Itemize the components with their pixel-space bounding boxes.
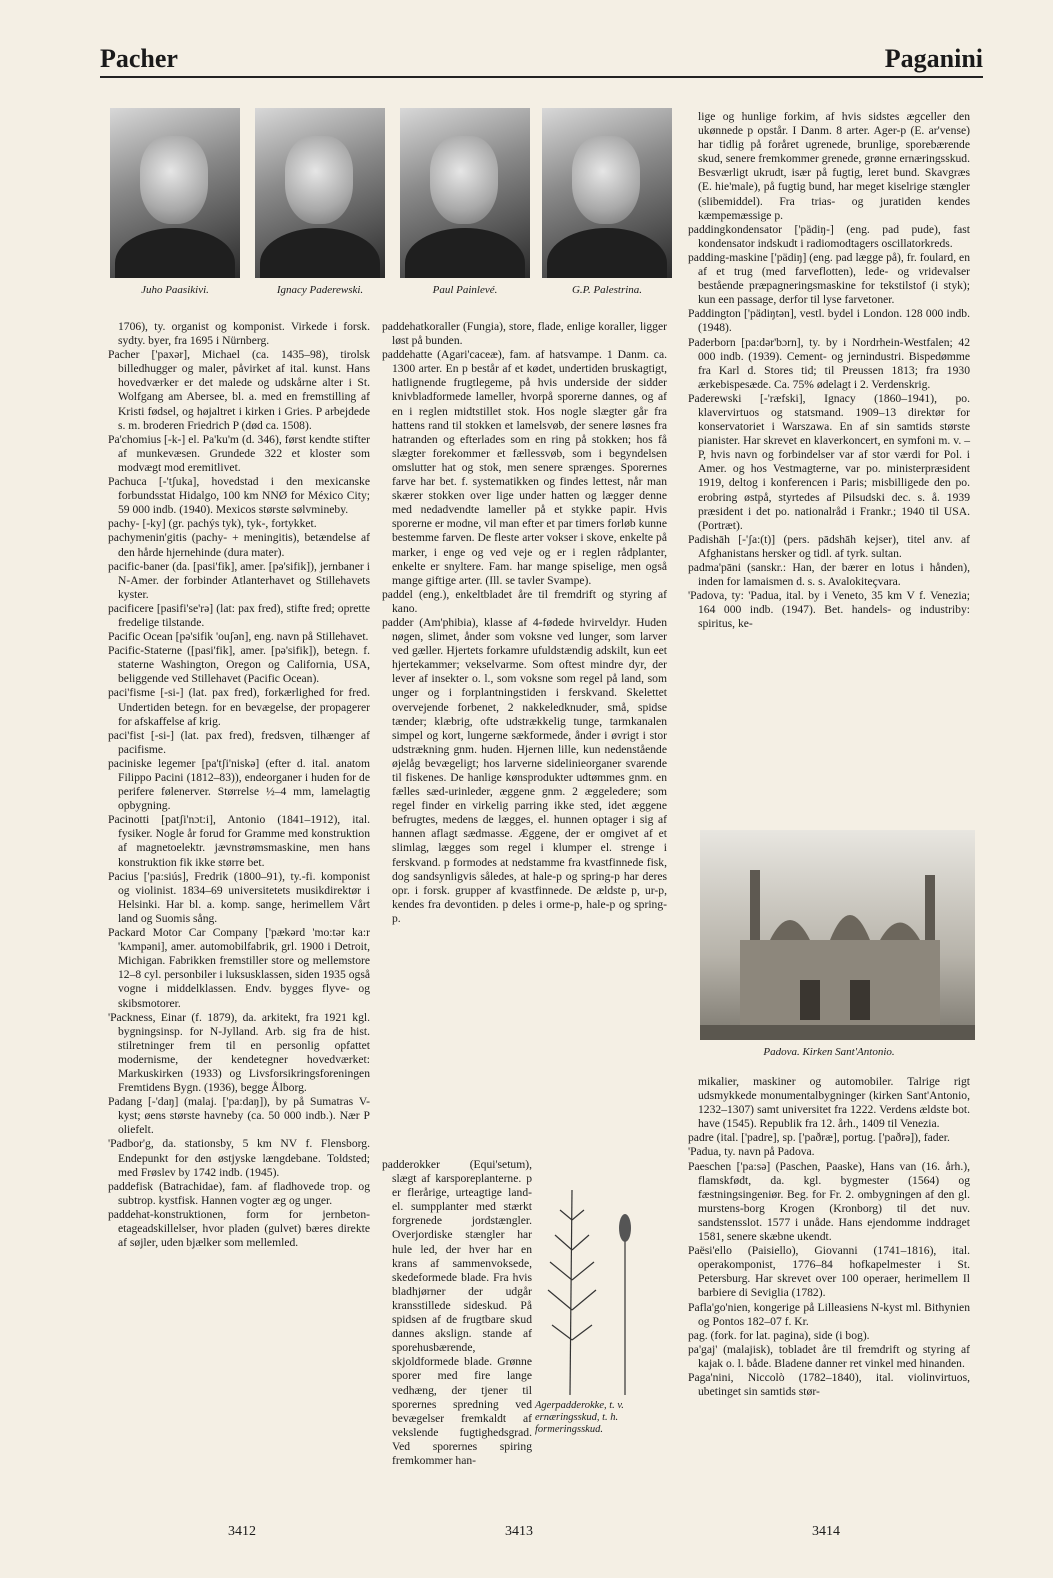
page-header [100,40,983,78]
entry: Pacific Ocean [pə'sifik 'ouʃən], eng. navn på Stillehavet. [108,630,369,644]
entry: pacific-baner (da. [pasi'fik], amer. [pə'sifik]), jernbaner i N-Amer. der forbinder Atlanterhavet og Stillehavets kyster. [108,559,370,601]
portrait-caption: G.P. Palestrina. [571,284,643,296]
portrait-paderewski [255,108,385,296]
portrait-painleve [400,108,530,296]
entry: Paësi'ello (Paisiello), Giovanni (1741–1816), ital. operakomponist, 1776–84 hofkapelmester i St. Petersburg. Har skrevet over 100 operaer, herimellem Il barbiere di Seviglia (1782). [688,1244,970,1300]
portrait-photo [400,108,530,278]
church-photo [700,830,975,1040]
portrait-paasikivi [110,108,240,296]
entry: 'Padua, ty. navn på Padova. [688,1145,815,1159]
entry: Padang [-'daŋ] (malaj. ['pa:daŋ]), by på Sumatras V-kyst; øens største havneby (ca. 50 000 indb.). Nær P oliefelt. [108,1095,370,1137]
entry: Packard Motor Car Company ['pӕkərd 'mo:tər ka:r 'kʌmpəni], amer. automobilfabrik, grl. 1900 i Detroit, Michigan. Fabrikken fremstiller store og mellemstore 12–8 cyl. personbiler i luksusklassen, siden 1935 også vogne i middelklassen. Endv. bygges flyve- og skibsmotorer. [108,926,370,1010]
entry: paddel (eng.), enkeltbladet åre til fremdrift og styring af kano. [382,587,667,615]
entry: 'Padova, ty: 'Padua, ital. by i Veneto, 35 km V f. Venezia; 164 000 indb. (1947). Bet. handels- og industriby: spiritus, ke- [688,589,970,631]
entry: Paeschen ['pa:sə] (Paschen, Paaske), Hans van (16. årh.), flamskfødt, da. kgl. bygmester (1564) og fæstningsingeniør. Beg. for Fr. 2. ombygningen af den gl. murstens-borg Krogen (Kronborg) til det nuv. sandstensslot. 1577 i unåde. Hans ejendomme inddraget 1581, senere skæbne ukendt. [688,1159,970,1244]
portrait-photo [255,108,385,278]
horsetail-illustration [530,1180,660,1398]
page-number: 3414 [812,1524,840,1539]
entry: Padishāh [-'ʃa:(t)] (pers. pādshāh kejser), titel anv. af Afghanistans hersker og tidl. af tyrk. sultan. [688,532,970,560]
entry: paddehatte (Agari'caceæ), fam. af hatsvampe. 1 Danm. ca. 1300 arter. En p består af et kødet, undertiden bruskagtigt, hatlignende frugtlegeme, på hvis underside der sidder knivbladformede lameller, hvorpå sporerne dannes, og af en i reglen midtstillet stok. Hos nogle slægter går fra hattens rand til stokken et lamelsvøb, der senere løsnes fra hatranden og efterlades som en ring på stokken; hos få slægter forekommer et fællessvøb, som i begyndelsen omslutter hat og stok, men senere sprænges. Sporernes farve har bet. f. systematikken og findes lettest, når man skærer stokken over lige under hatten og lægger denne med nedadvendte lameller på et stykke papir. Hvis sporerne er modne, vil man efter et par timers forløb kunne bestemme farven. De fleste arter vokser i skove, enkelte på marker, i enge og ved veje og er i reglen rådplanter, enkelte er snyltere. Fam. har mange spiselige, men også mange giftige arter. (Ill. se tavler Svampe). [382,348,667,587]
plant-caption: Agerpadderokke, t. v. ernæringsskud, t. h. formeringsskud. [535,1400,624,1435]
entry: Paddington ['pädiŋtən], vestl. bydel i London. 128 000 indb. (1948). [688,307,970,335]
entry: 'Packness, Einar (f. 1879), da. arkitekt, fra 1921 kgl. bygningsinsp. for N-Jylland. Arb. sig fra de hist. stilretninger frem til en personlig opfattet modernisme, der kendetegner hovedværket: Markuskirken (1933) og Livsforsikringsforeningen Fremtidens Bygn. (1936), begge Ålborg. [108,1010,370,1095]
entry: padding-maskine ['pädiŋ] (eng. pad lægge på), fr. foulard, en af et trug (med farveflotten), lede- og vridevalser bestående præpagneringsmaskine for tekstilstof (i styk); kun een passage, derfor til lyse farvetoner. [688,250,970,307]
portrait-photo [542,108,672,278]
entry: Pacific-Staterne ([pasi'fik], amer. [pə'sifik]), betegn. f. staterne Washington, Oregon og California, USA, beliggende ved Stillehavet (Pacific Ocean). [108,644,370,686]
entry: Pachuca [-'tʃuka], hovedstad i den mexicanske forbundsstat Hidalgo, 100 km NNØ for México City; 59 000 indb. (1940). Mexicos største sølvmineby. [108,475,370,517]
entry: padre (ital. ['padre], sp. ['paðræ], portug. ['paðrə]), fader. [688,1131,950,1145]
entry: Paderewski [-'ræfski], Ignacy (1860–1941), po. klavervirtuos og statsmand. 1909–13 direktør for konservatoriet i Warszawa. En af sin samtids største pianister. Har skrevet en klaverkoncert, en symfoni m. v. – P, hvis navn og forbindelser var af stor værdi for Pol. i Amer. og hos Vestmagterne, var po. ministerpræsident 1919, deltog i konferencen i Paris; misbilligede den po. erobring østpå, styrtedes af Pilsudski dec. s. å. 1939 præsident i det po. nationalråd i Frankr.; 1940 til USA. (Portræt). [688,391,970,532]
entry: mikalier, maskiner og automobiler. Talrige rigt udsmykkede monumentalbygninger (kirken Sant'Antonio, 1232–1307) samt universitet fra 1222. Verdens ældste bot. have (1545). Republik fra 12. årh., 1409 til Venezia. [698,1075,970,1131]
header-right-word: Paganini [884,44,983,73]
page-number: 3413 [505,1524,533,1539]
entry: paddehat-konstruktionen, form for jernbeton-etageadskillelser, hvor pladen (gulvet) bæres direkte af søjler, uden bjælker som mellemled. [108,1207,370,1250]
entry: 1706), ty. organist og komponist. Virkede i forsk. sydty. byer, fra 1695 i Nürnberg. [118,320,370,348]
portrait-caption: Ignacy Paderewski. [276,284,364,296]
entry: pachy- [-ky] (gr. pachýs tyk), tyk-, fortykket. [108,517,317,531]
entry: Pa'chomius [-k-] el. Pa'ku'm (d. 346), først kendte stifter af munkevæsen. Grundede 322 et kloster som modvægt mod eremitlivet. [108,432,370,474]
entry: pacificere [pasifi'se'rə] (lat: pax fred), stifte fred; oprette fredelige tilstande. [108,601,370,629]
entry: Pacher ['paxər], Michael (ca. 1435–98), tirolsk billedhugger og maler, påvirket af ital. kunst. Hans hovedværker er det malede og udskårne alter i St. Wolfgang am Abersee, bl. a. med en fremstilling af Kristi fødsel, og højaltret i kirken i Gries. P arbejdede s. m. broderen Friedrich P (død ca. 1508). [108,348,370,432]
entry: paddingkondensator ['pädiŋ-] (eng. pad pude), fast kondensator indskudt i radiomodtagers oscillatorkreds. [688,222,970,250]
entry: pachymenin'gitis (pachy- + meningitis), betændelse af den hårde hjernehinde (dura mater). [108,531,370,559]
entry: Pacinotti [patʃi'nɔt:i], Antonio (1841–1912), ital. fysiker. Nogle år forud for Gramme med konstruktion af magnetoelektr. jævnstrømsmaskine, men hans konstruktion fik ikke større bet. [108,813,370,869]
column-2-lower [382,1158,532,1468]
portrait-photo [110,108,240,278]
entry: paddefisk (Batrachidae), fam. af fladhovede trop. og subtrop. kystfisk. Hannen vogter æg og unger. [108,1179,370,1207]
church-caption: Padova. Kirken Sant'Antonio. [763,1046,895,1058]
entry: Pafla'go'nien, kongerige på Lilleasiens N-kyst ml. Bithynien og Pontos 182–07 f. Kr. [688,1300,970,1328]
portrait-caption: Paul Painlevé. [432,284,498,296]
page-number: 3412 [228,1524,256,1539]
column-3-lower [688,1075,970,1399]
column-1 [108,320,370,1250]
entry: 'Padbor'g, da. stationsby, 5 km NV f. Flensborg. Endepunkt for den østjyske længdebane. Toldsted; med Frøslev by 1742 indb. (1945). [108,1137,370,1179]
entry: pa'gaj' (malajisk), tobladet åre til fremdrift og styring af kajak o. l. både. Bladene danner ret vinkel med hinanden. [688,1342,970,1370]
portrait-strip [110,108,675,303]
entry: Paderborn [pa:dər'bɔrn], ty. by i Nordrhein-Westfalen; 42 000 indb. (1939). Cement- og jernindustri. Bispedømme fra Karl d. Stores tid; til Preussen 1813; fra 1930 ærkebispesæde. Ca. 75% ødelagt i 2. Verdenskrig. [688,335,970,391]
entry: padder (Am'phibia), klasse af 4-fødede hvirveldyr. Huden nøgen, slimet, ånder som voksne ved lunger, som larver ved gæller. Hjertets forkamre ufuldstændig adskilt, kun eet hjertekammer; vekselvarme. Som oftest mindre dyr, der lever af insekter o. l., som voksne som regel på land, som unger og i forplantningstiden i ferskvand. Skelettet overvejende forbenet, 2 nakkeledknuder, små, spidse tænder; klæbrig, ofte udstrækkelig tunge, tarmkanalen simpel og kort, lungerne sækformede, ånder i øvrigt i stor udstrækning gnm. huden. Hjernen lille, kun nedenstående øjelåg bevægeligt; hos larverne sidelinieorganer svarende til fiskenes. De hanlige kønsprodukter udtømmes gnm. en fælles sæd-urinleder, æggene gnm. 2 æggeledere; som regel finder en virkelig parring ikke sted, idet æggene befrugtes, medens de lægges, el. hunnen optager i sig af hannen aflagt sædmasse. Æggene, der er omgivet af et slimlag, lægges som regel i klumper el. strenge i ferskvand. p formodes at nedstamme fra kvastfinnede fisk, dog sandsynligvis således, at hale-p og spring-p har deres opr. i forsk. grupper af kvastfinnede. De ældste p, ur-p, kendes fra devontiden. p deles i orme-p, hale-p og spring-p. [382,615,667,925]
entry: paci'fisme [-si-] (lat. pax fred), forkærlighed for fred. Undertiden betegn. for en bevægelse, der propagerer for afskaffelse af krig. [108,686,370,728]
entry: Pacius ['pa:siús], Fredrik (1800–91), ty.-fi. komponist og violinist. 1834–69 universitetets musikdirektør i Helsinki. Har bl. a. komp. sange, herimellem Vårt land og Suomis sång. [108,869,370,925]
entry: paciniske legemer [pa'tʃi'niskə] (efter d. ital. anatom Filippo Pacini (1812–83)), endeorganer i huden for de perifere følenerver. Størrelse ½–4 mm, lamelagtig opbygning. [108,756,370,813]
entry: lige og hunlige forkim, af hvis sidstes ægceller den ukønnede p opstår. I Danm. 8 arter. Ager-p (E. ar'vense) har tidlig på foråret ugrenede, brunlige, sporebærende skud, senere fremkommer grenede, grønne ernæringsskud. Besværligt ukrudt, især på fugtig, leret bund. Skavgræs (E. hie'male), på fugtig bund, har meget kiselrige stængler (slibemiddel). Fra trias- og juratiden kendes kæmpemæssige p. [698,110,970,222]
entry: paddehatkoraller (Fungia), store, flade, enlige koraller, ligger løst på bunden. [382,320,667,348]
entry: paci'fist [-si-] (lat. pax fred), fredsven, tilhænger af pacifisme. [108,728,370,756]
column-3 [688,110,970,631]
entry: pag. (fork. for lat. pagina), side (i bog). [688,1328,870,1342]
portrait-caption: Juho Paasikivi. [141,284,209,296]
header-left-word: Pacher [100,44,178,73]
entry: padma'pāni (sanskr.: Han, der bærer en lotus i hånden), inden for lamaismen d. s. s. Avalokiteçvara. [688,561,970,589]
column-2 [382,320,667,926]
portrait-palestrina [542,108,672,296]
entry: padderokker (Equi'setum), slægt af karsporeplanterne. p er flerårige, urteagtige land- el. sumpplanter med stærkt forgrenede jordstængler. Overjordiske stængler har hule led, der hver har en krans af sammenvoksede, skedeformede blade. Fra hvis bladhjørner der udgår kransstillede sideskud. På spidsen af de frugtbare skud dannes akslign. stande af sporehusbærende, skjoldformede blade. Grønne sporer med fire lange vedhæng, der tjener til sporernes spredning ved bevægelser fremkaldt af vekslende fugtighedsgrad. Ved sporernes spiring fremkommer han- [382,1158,532,1467]
entry: Paga'nini, Niccolò (1782–1840), ital. violinvirtuos, ubetinget sin samtids stør- [688,1370,970,1399]
